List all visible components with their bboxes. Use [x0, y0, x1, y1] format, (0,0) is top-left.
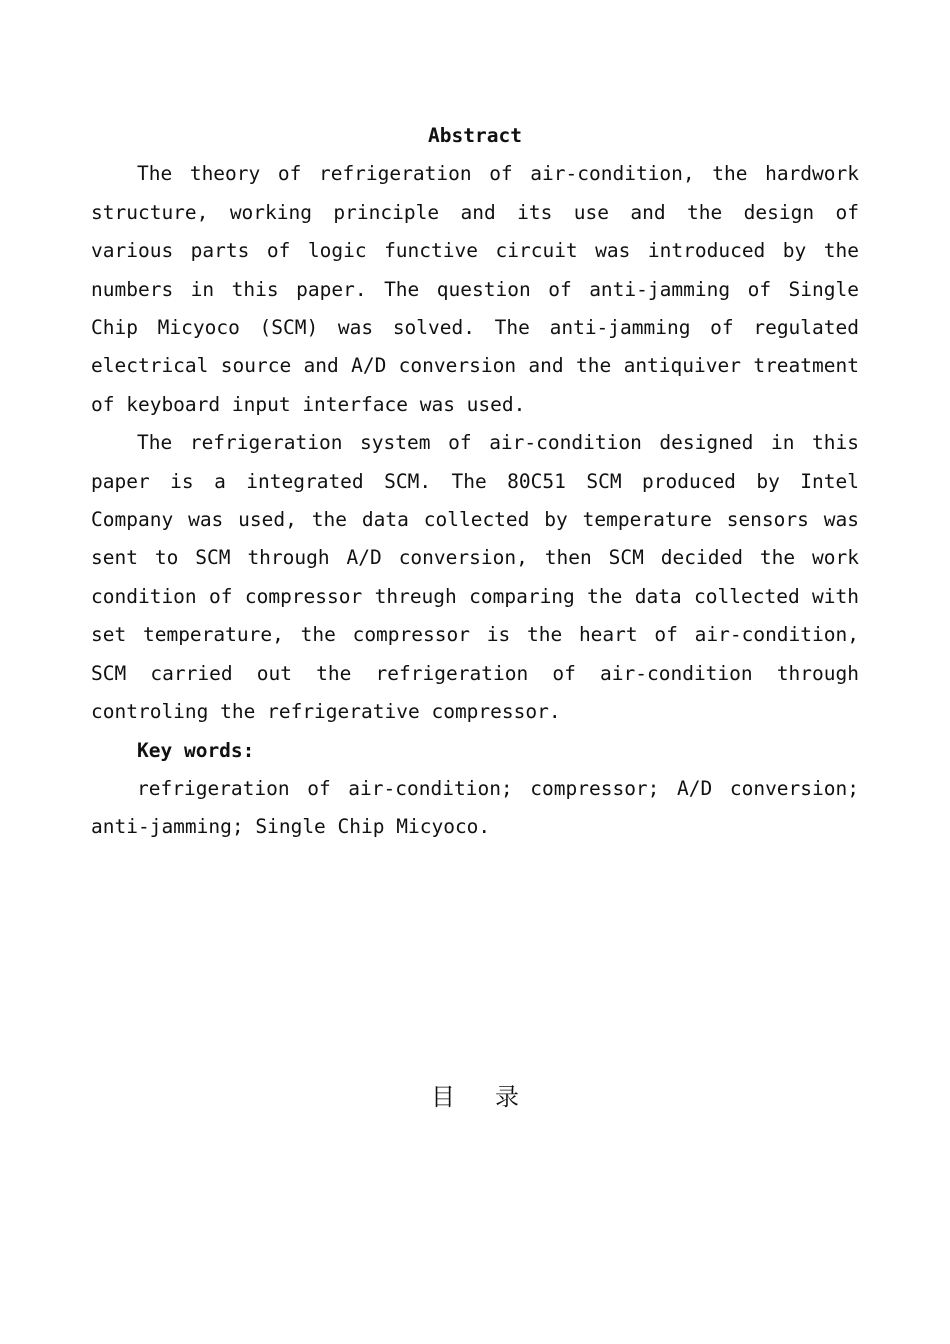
- abstract-paragraph-2: The refrigeration system of air-condition designed in this paper is a integrated SCM. The 80C51 SCM produced by Intel Company was used, the data collected by temperature sensors was sent to SCM through A/D conversion, then SCM decided the work condition of compressor threugh comparing the data collected with set temperature, the compressor is the heart of air-condition, SCM carried out the refrigeration of air-condition through controling the refrigerative compressor.: [91, 431, 859, 724]
- abstract-section: [91, 117, 859, 847]
- keywords-title: Key words:: [137, 738, 255, 762]
- table-of-contents-heading: 目录: [431, 1083, 559, 1111]
- keywords-list: refrigeration of air-condition; compressor; A/D conversion; anti-jamming; Single Chip Micyoco.: [91, 776, 859, 839]
- abstract-heading: Abstract: [428, 124, 522, 147]
- abstract-paragraph-1: The theory of refrigeration of air-condition, the hardwork structure, working principle and its use and the design of various parts of logic functive circuit was introduced by the numbers in this paper. The question of anti-jamming of Single Chip Micyoco (SCM) was solved. The anti-jamming of regulated electrical source and A/D conversion and the antiquiver treatment of keyboard input interface was used.: [91, 162, 859, 416]
